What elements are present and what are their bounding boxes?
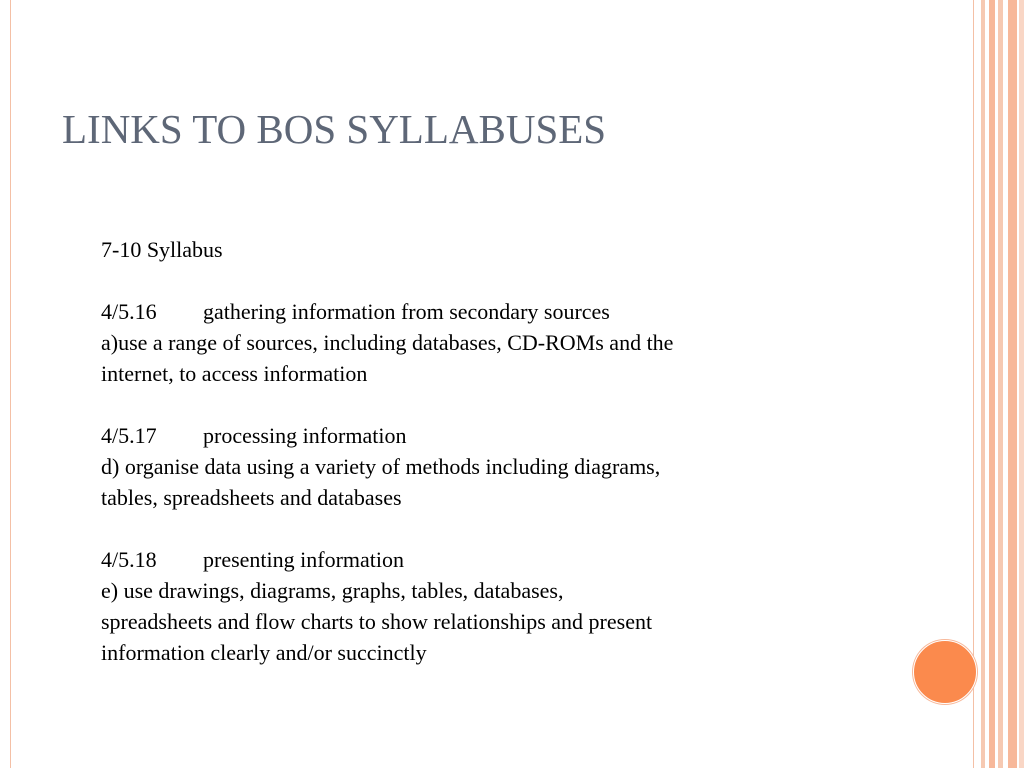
outcome-text: a)use a range of sources, including databases, CD-ROMs and the [101,330,674,355]
decorative-stripe [981,0,985,768]
decorative-stripe [1019,0,1024,768]
outcome-heading [101,296,901,327]
outcome-code: 4/5.16 [101,299,157,324]
decorative-stripe [1008,0,1017,768]
outcome-text: spreadsheets and flow charts to show relationships and present [101,609,653,634]
slide-body [101,234,901,668]
outcome-topic: gathering information from secondary sources [203,299,610,324]
accent-circle [913,640,977,704]
outcome-text: e) use drawings, diagrams, graphs, tables, databases, [101,578,564,603]
spacer [101,265,901,296]
outcome-code: 4/5.18 [101,547,157,572]
slide-title: LINKS TO BOS SYLLABUSES [62,106,607,152]
outcome-text: tables, spreadsheets and databases [101,485,402,510]
outcome-topic: presenting information [203,547,405,572]
outcome-text: information clearly and/or succinctly [101,640,427,665]
outcome-text: d) organise data using a variety of methods including diagrams, [101,454,661,479]
outcome-code: 4/5.17 [101,423,157,448]
decorative-stripe [989,0,995,768]
spacer [101,389,901,420]
syllabus-heading: 7-10 Syllabus [101,237,223,262]
outcome-heading [101,544,901,575]
decorative-stripe [998,0,1003,768]
outcome-topic: processing information [203,423,407,448]
outcome-heading [101,420,901,451]
spacer [101,513,901,544]
outcome-text: internet, to access information [101,361,368,386]
